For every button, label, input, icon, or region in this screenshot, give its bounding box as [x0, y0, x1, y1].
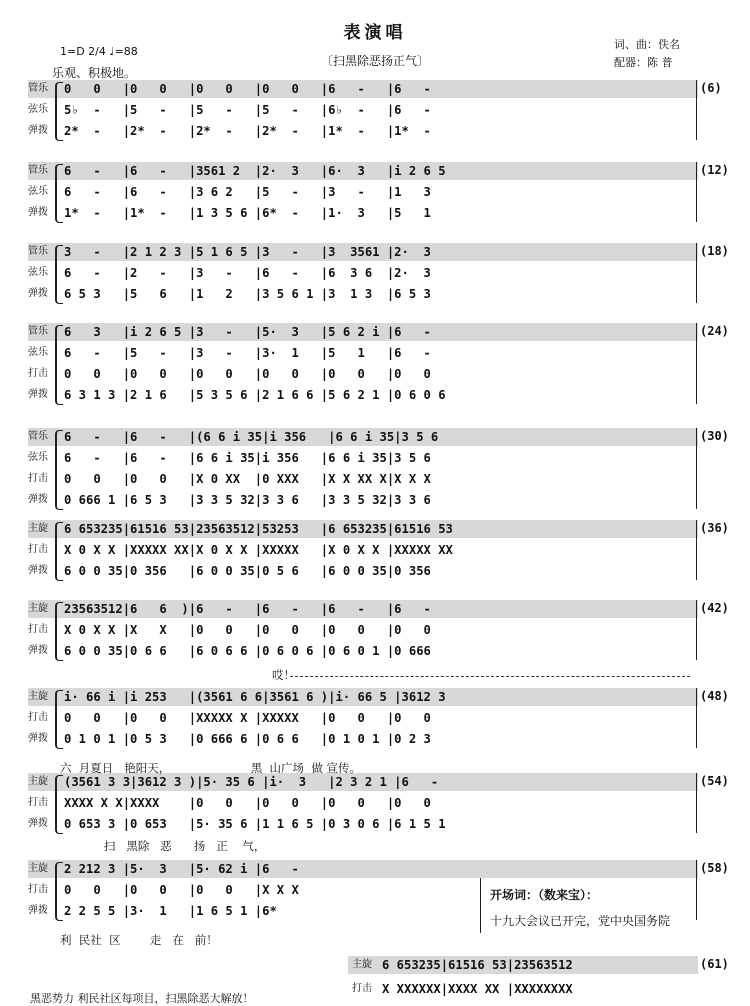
instrument-label: 弦乐 — [28, 267, 48, 278]
instrument-label: 弹拨 — [28, 905, 48, 916]
instrument-label: 主旋 — [28, 523, 48, 534]
instrument-label: 管乐 — [28, 83, 48, 94]
system-brace — [55, 325, 63, 405]
notation: 6 653235|61516 53|23563512|53253 |6 653235|61516 53 — [64, 522, 453, 536]
staff-row — [28, 285, 698, 303]
notation: 1* - |1* - |1 3 5 6 |6* - |1· 3 |5 1 — [64, 206, 431, 220]
measure-number: (58) — [700, 861, 729, 875]
notation: 6 - |2 - |3 - |6 - |6 3 6 |2· 3 — [64, 266, 431, 280]
notation: 5♭ - |5 - |5 - |5 - |6♭ - |6 - — [64, 103, 431, 117]
system-brace — [55, 430, 63, 510]
system-brace — [55, 862, 63, 921]
measure-number: (54) — [700, 774, 729, 788]
system-brace — [55, 690, 63, 749]
notation: 23563512|6 6 )|6 - |6 - |6 - |6 - — [64, 602, 431, 616]
expression-mark: 乐观、积极地。 — [52, 66, 137, 80]
staff-row — [28, 470, 698, 488]
staff-row — [28, 520, 698, 538]
notation: 6 - |6 - |3 6 2 |5 - |3 - |1 3 — [64, 185, 431, 199]
instrument-label: 打击 — [28, 624, 48, 635]
notation: i· 66 i |i 253 |(3561 6 6|3561 6 )|i· 66 5 |3612 3 — [64, 690, 446, 704]
measure-number: (12) — [700, 163, 729, 177]
notation: 0 0 |0 0 |XXXXX X |XXXXX |0 0 |0 0 — [64, 711, 431, 725]
piece-title: 表演唱 — [343, 23, 407, 43]
lyric-hey: 哎！ — [272, 668, 295, 682]
opening-words-label: 开场词：（数来宝）： — [490, 888, 599, 902]
notation: 2 212 3 |5· 3 |5· 62 i |6 - — [64, 862, 299, 876]
system-barline — [696, 600, 697, 660]
tail-perc-row — [348, 980, 698, 998]
staff-row — [28, 730, 698, 748]
tail-measure-number: (61) — [700, 957, 729, 971]
credit-arranger: 配器：陈 普 — [614, 56, 673, 69]
instrument-label: 管乐 — [28, 326, 48, 337]
instrument-label: 弦乐 — [28, 186, 48, 197]
system-barline — [696, 162, 697, 222]
system-brace — [55, 164, 63, 223]
system-barline — [696, 688, 697, 748]
notation: 0 0 |0 0 |0 0 |X X X — [64, 883, 299, 897]
staff-row — [28, 600, 698, 618]
staff-row — [28, 688, 698, 706]
system-barline — [696, 80, 697, 140]
system-brace — [55, 602, 63, 661]
note-divider — [480, 878, 481, 933]
staff-row — [28, 794, 698, 812]
instrument-label: 弹拨 — [28, 207, 48, 218]
staff-row — [28, 428, 698, 446]
staff-row — [28, 860, 698, 878]
instrument-label: 打击 — [28, 544, 48, 555]
instrument-label: 弹拨 — [28, 818, 48, 829]
notation: 6 0 0 35|0 356 |6 0 0 35|0 5 6 |6 0 0 35|0 356 — [64, 564, 431, 578]
instrument-label: 管乐 — [28, 165, 48, 176]
notation: X 0 X X |X X |0 0 |0 0 |0 0 |0 0 — [64, 623, 431, 637]
instrument-label: 打击 — [28, 884, 48, 895]
hold-line — [290, 676, 690, 677]
instrument-label: 弦乐 — [28, 452, 48, 463]
staff-row — [28, 642, 698, 660]
instrument-label: 弹拨 — [28, 494, 48, 505]
tail-main-label: 主旋 — [352, 959, 372, 970]
instrument-label: 弹拨 — [28, 125, 48, 136]
measure-number: (42) — [700, 601, 729, 615]
instrument-label: 弹拨 — [28, 565, 48, 576]
notation: 6 - |6 - |(6 6 i 35|i 356 |6 6 i 35|3 5 6 — [64, 430, 439, 444]
system-brace — [55, 245, 63, 304]
instrument-label: 弹拨 — [28, 645, 48, 656]
instrument-label: 主旋 — [28, 863, 48, 874]
notation: 2* - |2* - |2* - |2* - |1* - |1* - — [64, 124, 431, 138]
staff-row — [28, 122, 698, 140]
notation: XXXX X X|XXXX |0 0 |0 0 |0 0 |0 0 — [64, 796, 431, 810]
notation: 0 1 0 1 |0 5 3 |0 666 6 |0 6 6 |0 1 0 1 |0 2 3 — [64, 732, 431, 746]
tail-main-row — [348, 956, 698, 974]
system-barline — [696, 520, 697, 580]
system-brace — [55, 775, 63, 834]
staff-row — [28, 162, 698, 180]
notation: (3561 3 3|3612 3 )|5· 35 6 |i· 3 |2 3 2 1 |6 - — [64, 775, 439, 789]
notation: 0 0 |0 0 |0 0 |0 0 |6 - |6 - — [64, 82, 431, 96]
key-meter: 1=D 2/4 ♩=88 — [60, 45, 138, 58]
instrument-label: 管乐 — [28, 246, 48, 257]
staff-row — [28, 204, 698, 222]
instrument-label: 打击 — [28, 712, 48, 723]
lyric-line-58: 利 民社 区 走 在 前！ — [60, 933, 218, 947]
measure-number: (48) — [700, 689, 729, 703]
system-brace — [55, 522, 63, 581]
staff-row — [28, 541, 698, 559]
tail-perc-notes: X XXXXXX|XXXX XX |XXXXXXXX — [382, 982, 573, 996]
notation: X 0 X X |XXXXX XX|X 0 X X |XXXXX |X 0 X X |XXXXX XX — [64, 543, 453, 557]
instrument-label: 主旋 — [28, 603, 48, 614]
system-brace — [55, 82, 63, 141]
instrument-label: 弹拨 — [28, 389, 48, 400]
staff-row — [28, 264, 698, 282]
opening-words-text: 十九大会议已开完，党中央国务院 — [490, 914, 671, 928]
instrument-label: 主旋 — [28, 776, 48, 787]
instrument-label: 弹拨 — [28, 733, 48, 744]
staff-row — [28, 621, 698, 639]
staff-row — [28, 323, 698, 341]
footnote: 黑恶势力 利民社区每项目，扫黑除恶大解放！ — [30, 992, 254, 1005]
piece-subtitle: 〔扫黑除恶扬正气〕 — [320, 54, 429, 68]
measure-number: (24) — [700, 324, 729, 338]
notation: 6 - |6 - |6 6 i 35|i 356 |6 6 i 35|3 5 6 — [64, 451, 431, 465]
staff-row — [28, 183, 698, 201]
tail-perc-label: 打击 — [352, 983, 372, 994]
notation: 6 - |5 - |3 - |3· 1 |5 1 |6 - — [64, 346, 431, 360]
notation: 6 3 |i 2 6 5 |3 - |5· 3 |5 6 2 i |6 - — [64, 325, 431, 339]
staff-row — [28, 449, 698, 467]
staff-row — [28, 815, 698, 833]
credit-words-music: 词、曲：佚名 — [614, 38, 680, 51]
system-barline — [696, 773, 697, 833]
instrument-label: 打击 — [28, 368, 48, 379]
notation: 0 0 |0 0 |0 0 |0 0 |0 0 |0 0 — [64, 367, 431, 381]
notation: 6 3 1 3 |2 1 6 |5 3 5 6 |2 1 6 6 |5 6 2 1 |0 6 0 6 — [64, 388, 446, 402]
notation: 0 0 |0 0 |X 0 XX |0 XXX |X X XX X|X X X — [64, 472, 431, 486]
staff-row — [28, 709, 698, 727]
notation: 0 666 1 |6 5 3 |3 3 5 32|3 3 6 |3 3 5 32|3 3 6 — [64, 493, 431, 507]
notation: 2 2 5 5 |3· 1 |1 6 5 1 |6* — [64, 904, 277, 918]
notation: 6 0 0 35|0 6 6 |6 0 6 6 |0 6 0 6 |0 6 0 1 |0 666 — [64, 644, 431, 658]
instrument-label: 主旋 — [28, 691, 48, 702]
measure-number: (6) — [700, 81, 722, 95]
staff-row — [28, 80, 698, 98]
instrument-label: 打击 — [28, 797, 48, 808]
measure-number: (18) — [700, 244, 729, 258]
staff-row — [28, 101, 698, 119]
system-barline — [696, 323, 697, 404]
instrument-label: 弦乐 — [28, 104, 48, 115]
measure-number: (30) — [700, 429, 729, 443]
staff-row — [28, 243, 698, 261]
notation: 0 653 3 |0 653 |5· 35 6 |1 1 6 5 |0 3 0 6 |6 1 5 1 — [64, 817, 446, 831]
instrument-label: 弦乐 — [28, 347, 48, 358]
instrument-label: 管乐 — [28, 431, 48, 442]
staff-row — [28, 562, 698, 580]
staff-row — [28, 344, 698, 362]
lyric-line-48: 六 月夏日 艳阳天， 黑 山广场 做 宣传。 — [60, 761, 361, 775]
system-barline — [696, 860, 697, 920]
tail-main-notes: 6 653235|61516 53|23563512 — [382, 958, 573, 972]
notation: 6 5 3 |5 6 |1 2 |3 5 6 1 |3 1 3 |6 5 3 — [64, 287, 431, 301]
measure-number: (36) — [700, 521, 729, 535]
system-barline — [696, 428, 697, 509]
staff-row — [28, 386, 698, 404]
staff-row — [28, 491, 698, 509]
instrument-label: 弹拨 — [28, 288, 48, 299]
notation: 6 - |6 - |3561 2 |2· 3 |6· 3 |i 2 6 5 — [64, 164, 446, 178]
lyric-line-54: 扫 黑除 恶 扬 正 气， — [60, 839, 266, 853]
instrument-label: 打击 — [28, 473, 48, 484]
staff-row — [28, 365, 698, 383]
notation: 3 - |2 1 2 3 |5 1 6 5 |3 - |3 3561 |2· 3 — [64, 245, 431, 259]
system-barline — [696, 243, 697, 303]
